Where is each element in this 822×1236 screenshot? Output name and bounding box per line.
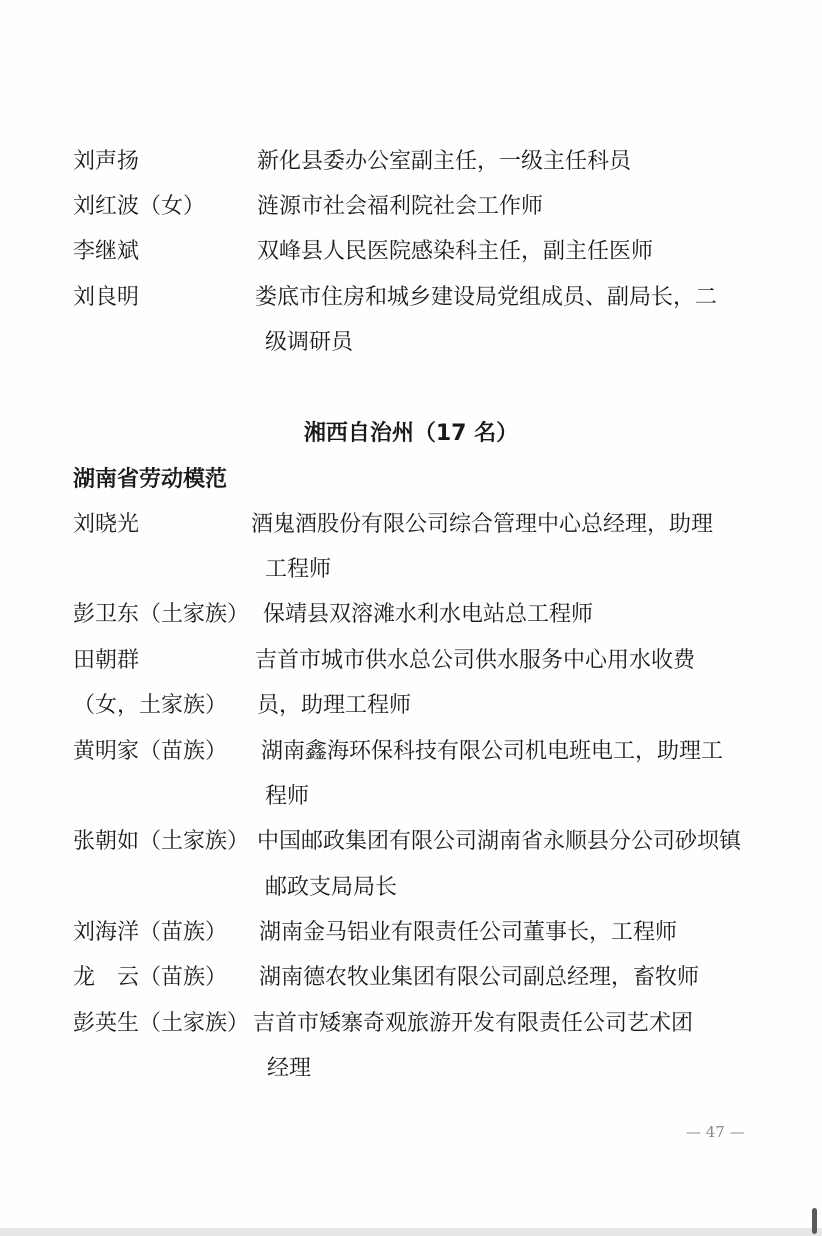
section-subheading: 湖南省劳动模范	[73, 467, 228, 492]
person-title: 湖南金马铝业有限责任公司董事长，工程师	[259, 920, 678, 945]
person-name: 田朝群	[73, 648, 140, 673]
person-title: 吉首市矮寨奇观旅游开发有限责任公司艺术团	[253, 1011, 694, 1036]
bottom-scroll-track	[0, 1228, 822, 1236]
person-title: 双峰县人民医院感染科主任，副主任医师	[257, 239, 654, 264]
person-title-continued: 级调研员	[265, 330, 354, 355]
person-name: 龙 云（苗族）	[73, 965, 228, 990]
person-name: 刘晓光	[73, 512, 140, 537]
person-title: 酒鬼酒股份有限公司综合管理中心总经理，助理	[251, 512, 714, 537]
person-title: 娄底市住房和城乡建设局党组成员、副局长，二	[255, 285, 718, 310]
person-name: 张朝如（土家族）	[73, 829, 250, 854]
person-title: 中国邮政集团有限公司湖南省永顺县分公司砂坝镇	[257, 829, 742, 854]
person-title-continued: 工程师	[265, 557, 332, 582]
person-name: 彭卫东（土家族）	[73, 602, 250, 627]
page-number: — 47 —	[686, 1123, 745, 1141]
section-title: 湘西自治州（17 名）	[303, 421, 519, 446]
person-title: 湖南鑫海环保科技有限公司机电班电工，助理工	[261, 739, 724, 764]
person-name: 刘良明	[73, 285, 140, 310]
person-title: 湖南德农牧业集团有限公司副总经理，畜牧师	[259, 965, 700, 990]
person-title: 新化县委办公室副主任，一级主任科员	[257, 149, 632, 174]
person-name: 刘海洋（苗族）	[73, 920, 228, 945]
person-title: 吉首市城市供水总公司供水服务中心用水收费	[255, 648, 696, 673]
person-title: 涟源市社会福利院社会工作师	[257, 194, 544, 219]
person-title-continued: 程师	[265, 784, 310, 809]
person-name: 刘声扬	[73, 149, 140, 174]
person-name-continued: （女，土家族）	[73, 693, 228, 718]
person-title: 保靖县双溶滩水利水电站总工程师	[263, 602, 594, 627]
person-title-continued: 邮政支局局长	[265, 875, 398, 900]
person-name: 刘红波（女）	[73, 194, 206, 219]
person-name: 黄明家（苗族）	[73, 739, 228, 764]
person-name: 李继斌	[73, 239, 140, 264]
person-title-continued: 经理	[267, 1056, 312, 1081]
scrollbar-thumb[interactable]	[812, 1208, 817, 1234]
person-title-continued: 员，助理工程师	[257, 693, 412, 718]
person-name: 彭英生（土家族）	[73, 1011, 250, 1036]
